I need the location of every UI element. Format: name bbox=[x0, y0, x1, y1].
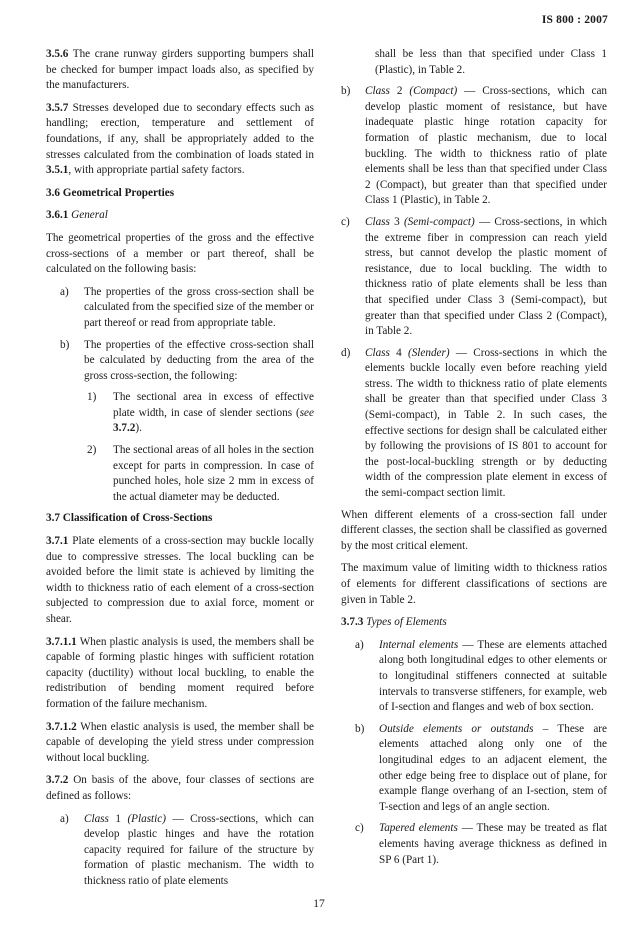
page-number: 17 bbox=[313, 898, 325, 910]
clause-3-7-1-1: 3.7.1.1 When plastic analysis is used, the members shall be capable of forming plastic hinges with sufficient rotation capacity (ductility) without local buckling, to enable the redistribution of bending moment required before formation of the failure mechanism. bbox=[46, 635, 314, 710]
sub-list-item: 2) The sectional areas of all holes in the section except for parts in compression. In case of punched holes, hole size 2 mm in excess of the actual diameter may be deducted. bbox=[87, 444, 314, 503]
sub-list-item: 1) The sectional area in excess of effective plate width, in case of slender sections (see 3.7.2). bbox=[87, 391, 314, 435]
heading-3-6-1: 3.6.1 General bbox=[46, 209, 108, 222]
list-item: b) The properties of the effective cross-section shall be calculated by deducting from the area of the gross cross-section, the following: bbox=[60, 338, 314, 382]
element-type-item: b) Outside elements or outstands – These are elements attached along only one of the longitudinal edges to an adjacent element, the other edge being free to displace out of plane, for example flange overhang of an I-section, stem of T-section and legs of an angle section. bbox=[355, 722, 607, 813]
clause-3-6-1: The geometrical properties of the gross and the effective cross-sections of a member or part thereof, shall be calculated on the following basis: bbox=[46, 231, 314, 276]
clause-3-7-2: 3.7.2 On basis of the above, four classes of sections are defined as follows: bbox=[46, 774, 314, 802]
clause-3-7-1-2: 3.7.1.2 When elastic analysis is used, the member shall be capable of developing the yield stress under compression without local buckling. bbox=[46, 720, 314, 764]
heading-3-6: 3.6 Geometrical Properties bbox=[46, 186, 175, 199]
paragraph-max-ratio: The maximum value of limiting width to thickness ratios of elements for different classifications of sections are given in Table 2. bbox=[341, 562, 607, 606]
heading-3-7: 3.7 Classification of Cross-Sections bbox=[46, 512, 213, 525]
clause-3-7-1: 3.7.1 Plate elements of a cross-section may buckle locally due to compressive stresses. The local buckling can be avoided before the limit state is achieved by limiting the width to thickness ratio of each element of a cross-section subjected to compression due to axial force, moment or shear. bbox=[46, 535, 314, 625]
clause-3-5-6: 3.5.6 The crane runway girders supporting bumpers shall be checked for bumper impact loads also, as specified by the manufacturers. bbox=[46, 48, 314, 92]
element-type-item: c) Tapered elements — These may be treated as flat elements having average thickness as defined in SP 6 (Part 1). bbox=[355, 822, 607, 866]
class-1-continued: shall be less than that specified under Class 1 (Plastic), in Table 2. bbox=[375, 48, 607, 76]
heading-3-7-3: 3.7.3 Types of Elements bbox=[341, 616, 447, 629]
class-2-item: b) Class 2 (Compact) — Cross-sections, which can develop plastic moment of resistance, but have inadequate plastic hinge rotation capacity for formation of plastic mechanism, due to local buckling. The width to thickness ratio of plate elements shall be less than that specified under Class 2 (Compact), but greater than that specified under Class 1 (Plastic), in Table 2. bbox=[341, 85, 608, 207]
paragraph-different-classes: When different elements of a cross-section fall under different classes, the section shall be classified as governed by the most critical element. bbox=[341, 508, 607, 552]
right-column bbox=[341, 47, 607, 874]
clause-3-5-7: 3.5.7 Stresses developed due to secondary effects such as handling; erection, temperature and settlement of foundations, if any, shall be appropriately added to the stresses calculated from the combination of loads stated in 3.5.1, with appropriate partial safety factors. bbox=[46, 101, 314, 177]
list-item: a) The properties of the gross cross-section shall be calculated from the specified size of the member or part thereof or read from appropriate table. bbox=[60, 285, 314, 329]
element-type-item: a) Internal elements — These are elements attached along both longitudinal edges to other elements or to longitudinal stiffeners connected at suitable intervals to transverse stiffeners, for example, web of I-section and flanges and web of box section. bbox=[355, 638, 608, 714]
class-1-item: a) Class 1 (Plastic) — Cross-sections, which can develop plastic hinges and have the rotation capacity required for failure of the structure by formation of plastic mechanism. The width to thickness ratio of plate elements bbox=[60, 812, 315, 887]
left-column bbox=[46, 47, 314, 896]
page-header: IS 800 : 2007 bbox=[541, 14, 608, 26]
class-3-item: c) Class 3 (Semi-compact) — Cross-sections, in which the extreme fiber in compression can reach yield stress, but cannot develop the plastic moment of resistance, due to local buckling. The width to thickness ratio of plate elements shall be less than that specified under Class 3 (Semi-compact), but greater than that specified under Class 2 (Compact), in Table 2. bbox=[341, 215, 607, 338]
class-4-item: d) Class 4 (Slender) — Cross-sections in which the elements buckle locally even before reaching yield stress. The width to thickness ratio of plate elements shall be greater than that specified under Class 3 (Semi-compact), in Table 2. In such cases, the effective sections for design shall be calculated either by following the provisions of IS 801 to account for the post-local-buckling strength or by deducting width of the compression plate element in excess of the semi-compact section limit. bbox=[341, 346, 608, 500]
